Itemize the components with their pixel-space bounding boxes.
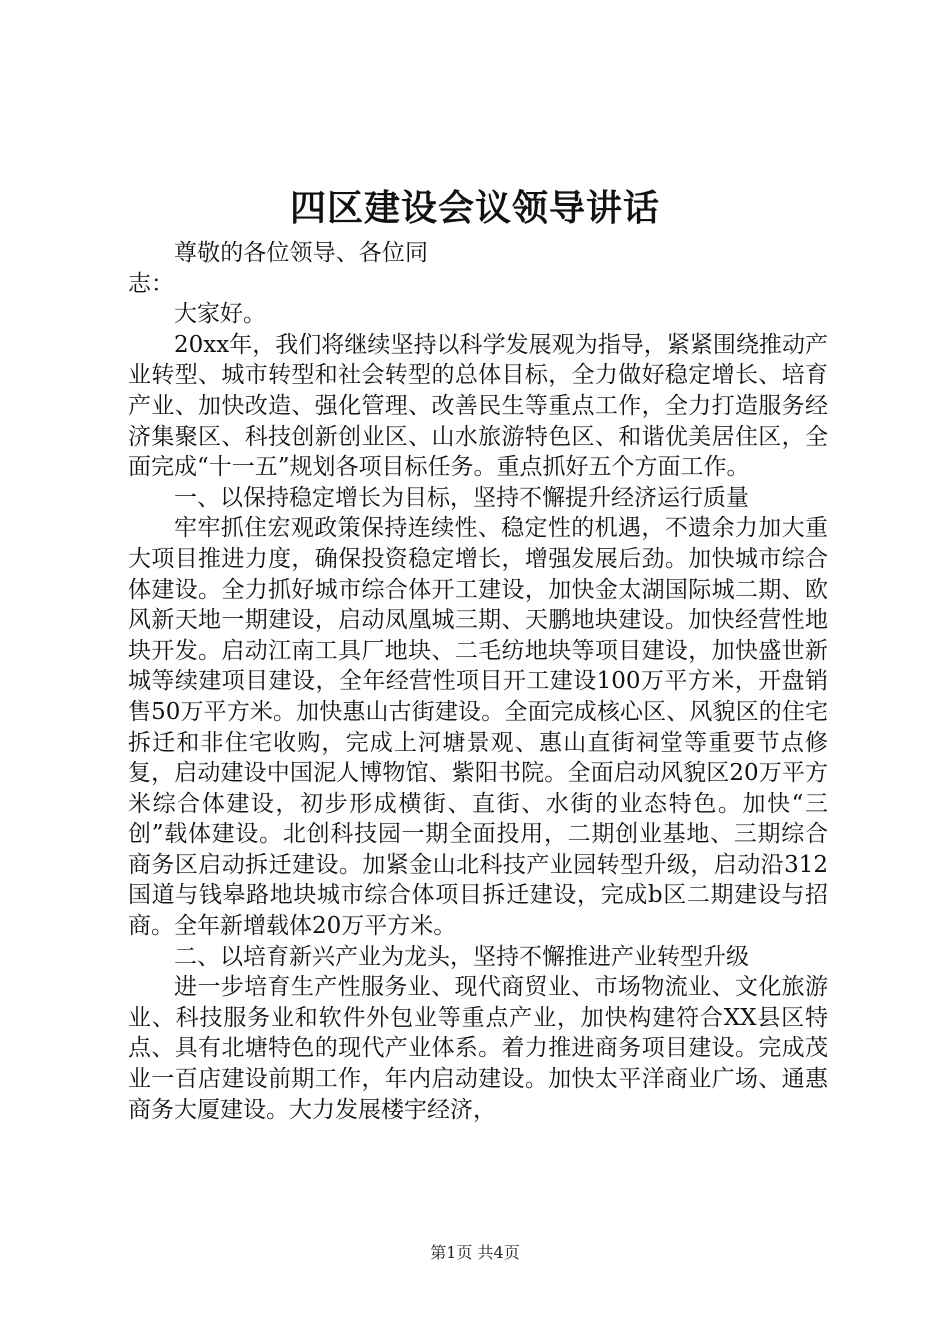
section-heading-1: 一、以保持稳定增长为目标，坚持不懈提升经济运行质量 [174, 484, 749, 511]
greeting-paragraph: 大家好。 [174, 301, 266, 328]
page-number-footer: 第1页 共4页 [430, 1243, 520, 1262]
salutation-paragraph: 尊敬的各位领导、各位同志： [128, 240, 428, 297]
section-2-paragraph: 进一步培育生产性服务业、现代商贸业、市场物流业、文化旅游业、科技服务业和软件外包业等重点产业，加快构建符合XX县区特点、具有北塘特色的现代产业体系。着力推进商务项目建设。完成茂业一百店建设前期工作，年内启动建设。加快太平洋商业广场、通惠商务大厦建设。大力发展楼宇经济， [128, 974, 828, 1123]
intro-paragraph: 20xx年，我们将继续坚持以科学发展观为指导，紧紧围绕推动产业转型、城市转型和社会转型的总体目标，全力做好稳定增长、培育产业、加快改造、强化管理、改善民生等重点工作，全力打造服务经济集聚区、科技创新创业区、山水旅游特色区、和谐优美居住区，全面完成“十一五”规划各项目标任务。重点抓好五个方面工作。 [128, 331, 828, 481]
document-title: 四区建设会议领导讲话 [289, 187, 660, 229]
section-1-paragraph: 牢牢抓住宏观政策保持连续性、稳定性的机遇，不遗余力加大重大项目推进力度，确保投资稳定增长，增强发展后劲。加快城市综合体建设。全力抓好城市综合体开工建设，加快金太湖国际城二期、欧风新天地一期建设，启动凤凰城三期、天鹏地块建设。加快经营性地块开发。启动江南工具厂地块、二毛纺地块等项目建设，加快盛世新城等续建项目建设，全年经营性项目开工建设100万平方米，开盘销售50万平方米。加快惠山古街建设。全面完成核心区、风貌区的住宅拆迁和非住宅收购，完成上河塘景观、惠山直街祠堂等重要节点修复，启动建设中国泥人博物馆、紫阳书院。全面启动风貌区20万平方米综合体建设，初步形成横街、直街、水街的业态特色。加快“三创”载体建设。北创科技园一期全面投用，二期创业基地、三期综合商务区启动拆迁建设。加紧金山北科技产业园转型升级，启动沿312国道与钱皋路地块城市综合体项目拆迁建设，完成b区二期建设与招商。全年新增载体20万平方米。 [128, 515, 828, 940]
document-body [128, 238, 828, 1125]
section-heading-2: 二、以培育新兴产业为龙头，坚持不懈推进产业转型升级 [174, 943, 749, 970]
